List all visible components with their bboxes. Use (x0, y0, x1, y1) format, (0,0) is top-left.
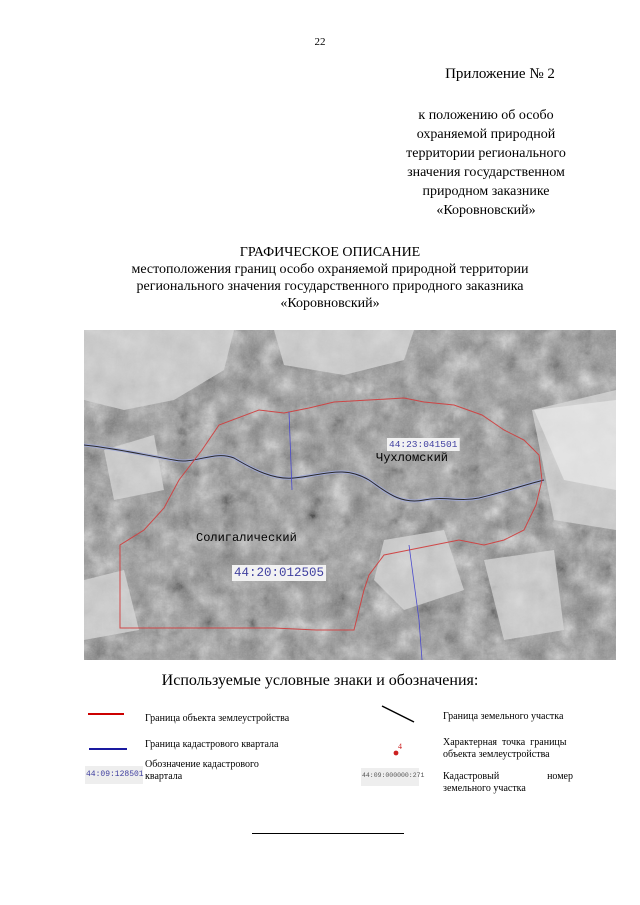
heading-line: «Коровновский» (280, 296, 380, 311)
cadastral-label-north: 44:23:041501 (389, 439, 458, 450)
heading-line: местоположения границ особо охраняемой природной территории (131, 262, 529, 277)
satellite-map (84, 330, 616, 660)
legend-parcel-boundary: Граница земельного участка (443, 711, 564, 722)
legend-quarter-boundary: Граница кадастрового квартала (145, 739, 279, 750)
appendix-subtitle-line: «Коровновский» (436, 203, 536, 218)
appendix-subtitle-line: охраняемой природной (416, 127, 556, 142)
district-label-south: Солигалический (196, 531, 297, 545)
legend-parcel-number-word: номер (547, 771, 573, 782)
legend-title: Используемые условные знаки и обозначения: (161, 672, 479, 689)
legend-quarter-label-line: Обозначение кадастрового (145, 759, 259, 770)
footer-rule (252, 833, 404, 834)
appendix-subtitle-line: к положению об особо (418, 108, 554, 123)
heading-line: ГРАФИЧЕСКОЕ ОПИСАНИЕ (239, 245, 421, 260)
legend-quarter-label-line: квартала (145, 771, 183, 782)
appendix-subtitle-line: природном заказнике (422, 184, 550, 199)
legend-parcel-number-word: Кадастровый (443, 771, 500, 782)
legend-parcel-number (443, 771, 573, 795)
cadastral-label-south: 44:20:012505 (234, 566, 325, 580)
legend-point-line: Характерная точка границы (443, 737, 567, 748)
heading-line: регионального значения государственного природного заказника (136, 279, 524, 294)
legend-object-boundary: Граница объекта землеустройства (145, 713, 290, 724)
legend-characteristic-point (443, 737, 583, 761)
quarter-label-sample: 44:09:128501 (86, 770, 144, 779)
point-number: 4 (398, 742, 402, 751)
document-heading (60, 244, 600, 312)
legend-point-line: объекта землеустройства (443, 749, 550, 760)
appendix-title: Приложение № 2 (445, 66, 555, 82)
parcel-boundary-symbol (380, 704, 416, 724)
page-number: 22 (314, 36, 326, 48)
district-label-north: Чухломский (376, 451, 449, 465)
appendix-subtitle (372, 106, 600, 220)
parcel-number-sample: 44:09:000000:271 (362, 772, 425, 779)
object-boundary-symbol (88, 713, 124, 715)
legend-quarter-label (145, 759, 345, 783)
legend-parcel-number-line2: земельного участка (443, 783, 526, 794)
appendix-subtitle-line: значения государственном (407, 165, 565, 180)
legend-parcel-number-line1 (443, 771, 573, 783)
appendix-subtitle-line: территории регионального (406, 146, 566, 161)
quarter-boundary-symbol (89, 748, 127, 750)
